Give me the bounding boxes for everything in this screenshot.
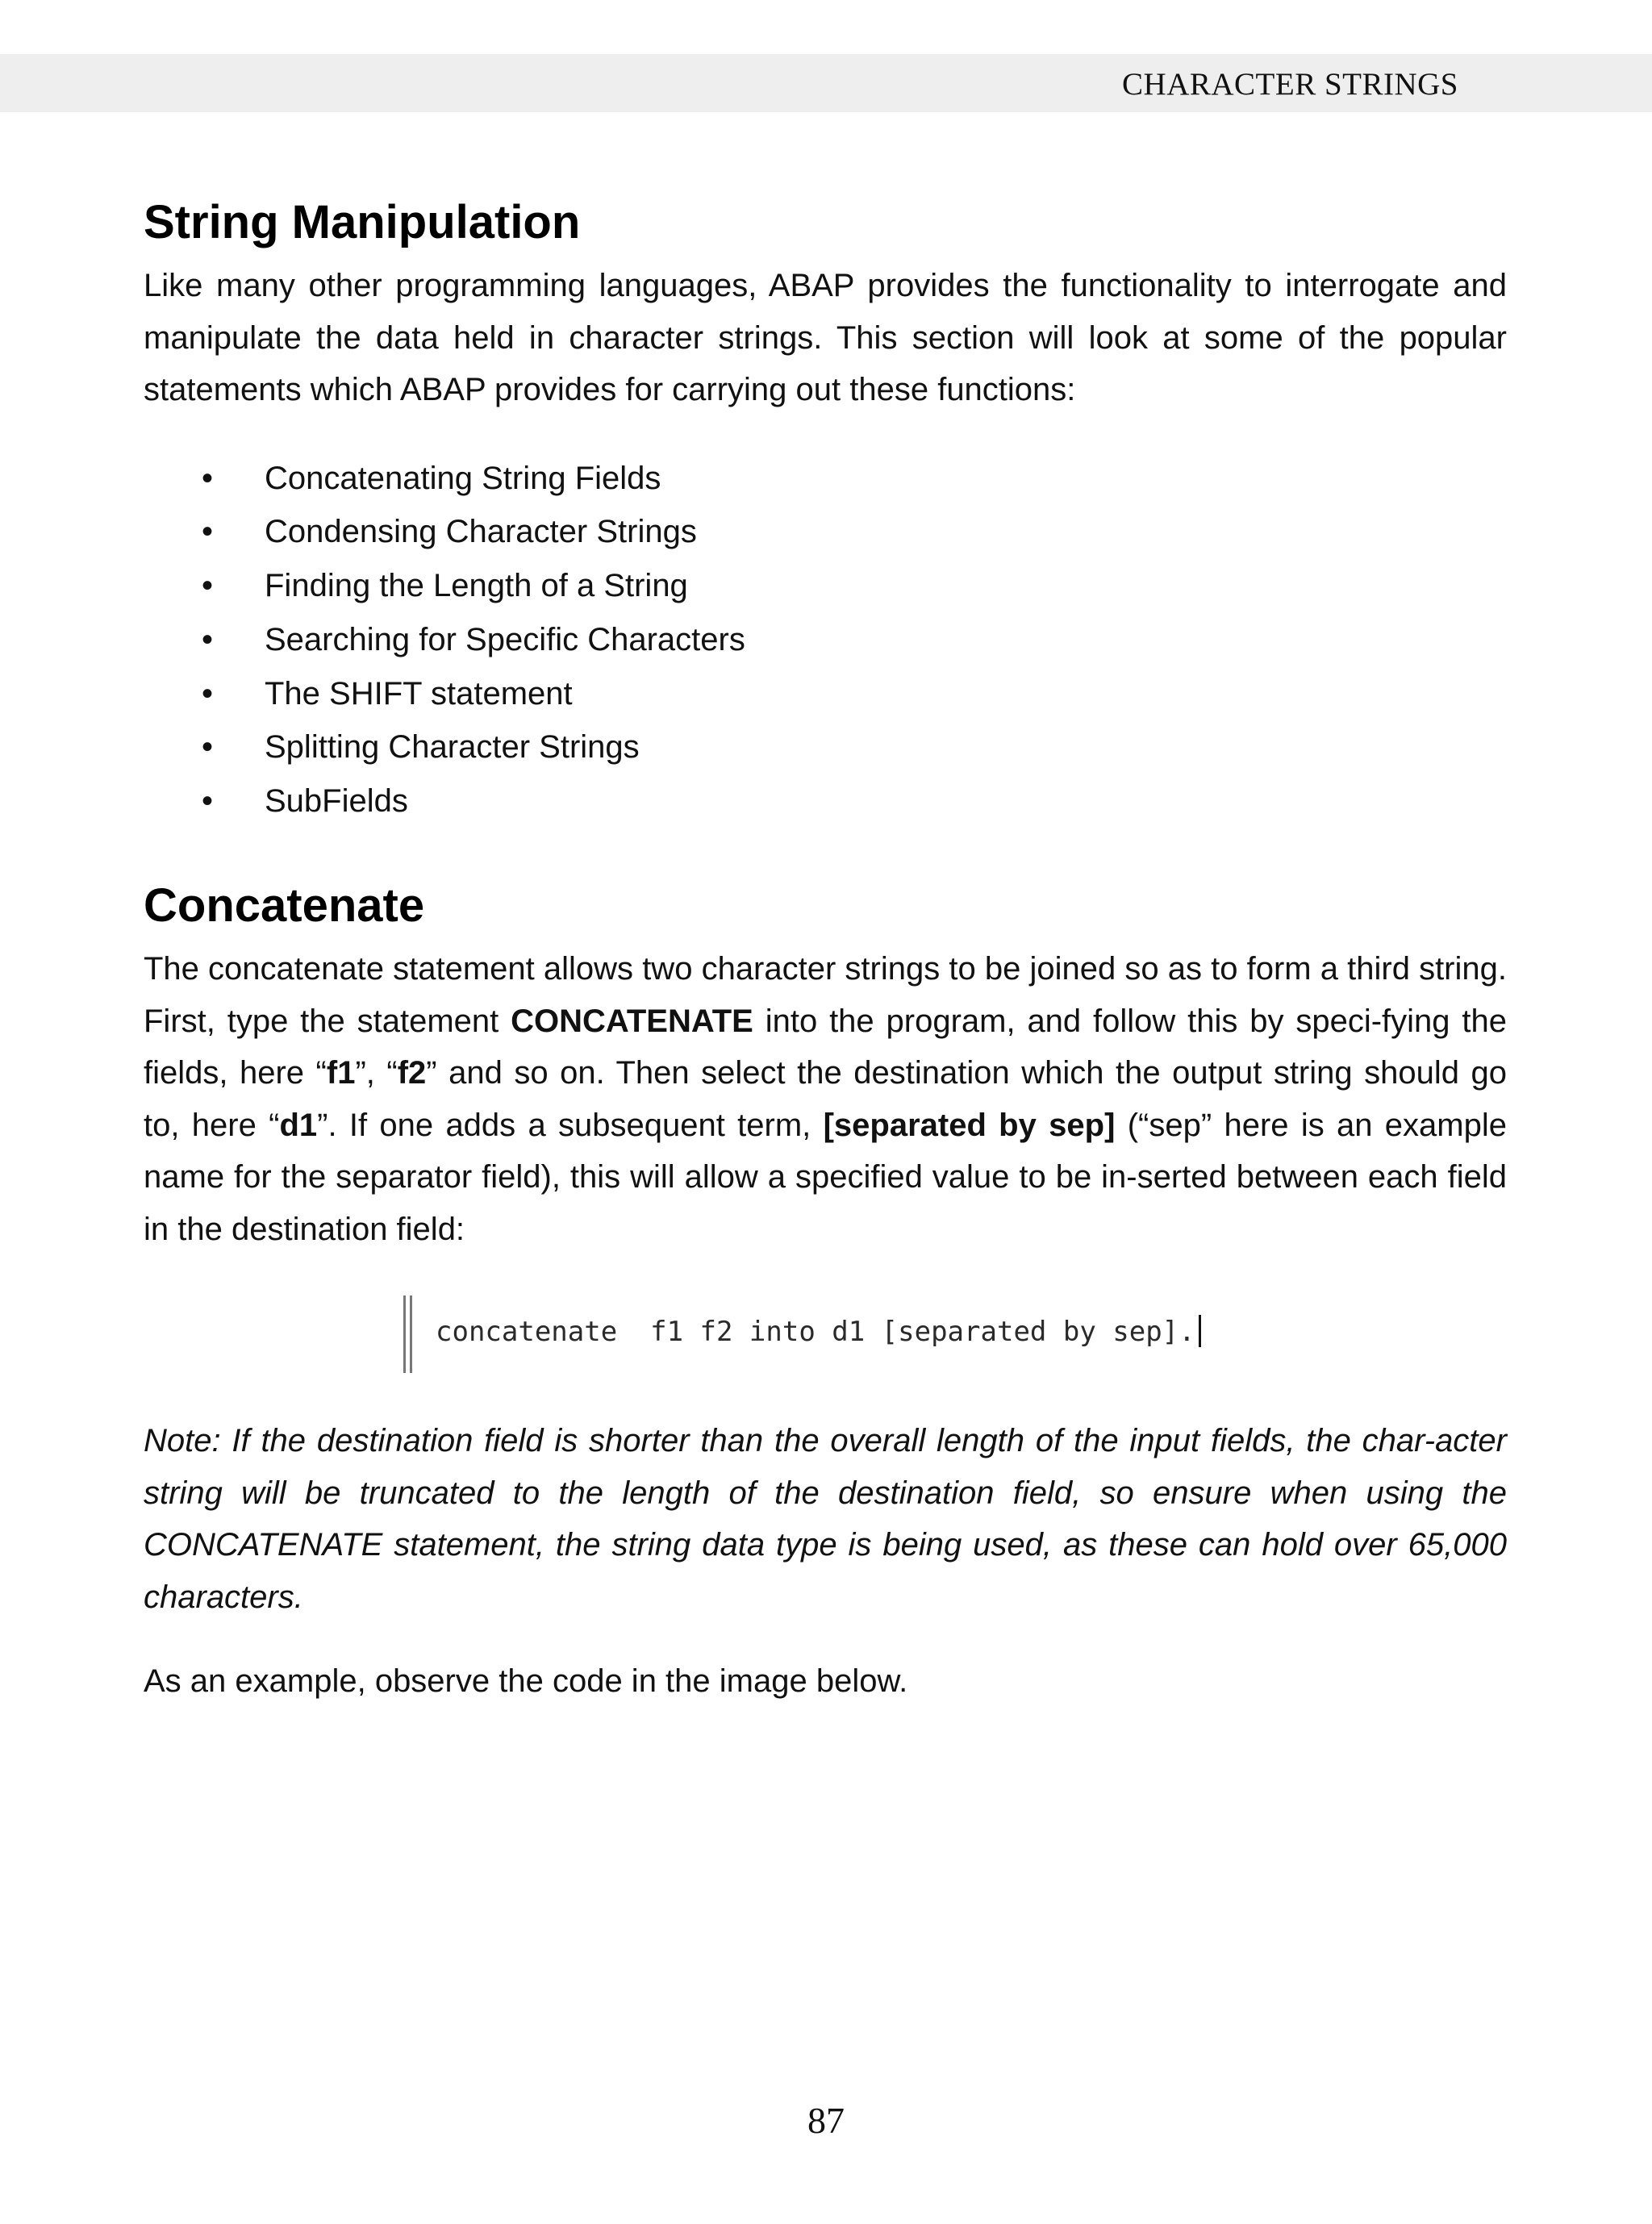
- list-item-label: Splitting Character Strings: [265, 729, 640, 766]
- list-item-label: Condensing Character Strings: [265, 514, 697, 550]
- list-item-label: Finding the Length of a String: [265, 568, 688, 604]
- code-screenshot: [403, 1296, 1210, 1373]
- editor-gutter-line: [410, 1296, 412, 1373]
- bullet-icon: •: [202, 675, 214, 711]
- paragraph-text: into the program, and follow this by speci-fying the fields, here “: [144, 1003, 1507, 1091]
- bullet-icon: •: [202, 621, 214, 657]
- bullet-icon: •: [202, 729, 214, 766]
- list-item-label: SubFields: [265, 783, 408, 820]
- paragraph-text: The concatenate statement allows two character strings to be joined so as to form a third string. First, type the statement: [144, 951, 1507, 1039]
- keyword-concatenate: CONCATENATE: [511, 1003, 753, 1039]
- list-item: [144, 452, 1507, 506]
- note-paragraph: Note: If the destination field is shorter than the overall length of the input fields, the char-acter string will be truncated to the length of the destination field, so ensure when using the CONCATENATE statement, the string data type is being used, as these can hold over 65,000 characters.: [144, 1423, 1507, 1615]
- page-content: [144, 186, 1507, 1708]
- list-item-label: The SHIFT statement: [265, 675, 573, 711]
- text-cursor-icon: [1199, 1315, 1201, 1347]
- bullet-icon: •: [202, 460, 214, 496]
- page-number: 87: [807, 2100, 845, 2141]
- concatenate-paragraph: [144, 943, 1507, 1255]
- heading-string-manipulation: String Manipulation: [144, 196, 581, 248]
- list-item-label: Searching for Specific Characters: [265, 621, 745, 657]
- heading-concatenate: Concatenate: [144, 879, 425, 933]
- code-line: [436, 1315, 1201, 1348]
- paragraph-text: ”, “: [355, 1055, 398, 1091]
- list-item: [144, 559, 1507, 613]
- list-item-label: Concatenating String Fields: [265, 460, 661, 496]
- list-item: [144, 720, 1507, 774]
- bullet-icon: •: [202, 783, 214, 820]
- example-intro-paragraph: As an example, observe the code in the image below.: [144, 1663, 908, 1700]
- running-header-title: CHARACTER STRINGS: [1122, 67, 1458, 102]
- list-item: [144, 505, 1507, 559]
- bullet-icon: •: [202, 568, 214, 604]
- list-item: [144, 613, 1507, 667]
- keyword-f2: f2: [397, 1055, 427, 1091]
- editor-gutter-line: [403, 1296, 406, 1373]
- list-item: [144, 774, 1507, 828]
- topic-list: [144, 452, 1507, 829]
- keyword-d1: d1: [279, 1107, 318, 1143]
- paragraph-text: (“sep” here is an example name for the separator field), this will allow a specified value to be in-serted between each field in the destination field:: [144, 1107, 1508, 1247]
- list-item: [144, 667, 1507, 721]
- keyword-separated-by-sep: [separated by sep]: [823, 1107, 1116, 1143]
- paragraph-text: ” and so on. Then select the destination which the output string should go to, here “: [144, 1055, 1507, 1143]
- code-line-text: concatenate f1 f2 into d1 [separated by sep].: [436, 1316, 1195, 1349]
- keyword-f1: f1: [326, 1055, 356, 1091]
- intro-paragraph: Like many other programming languages, ABAP provides the functionality to interrogate and manipulate the data held in character strings. This section will look at some of the popular statements which ABAP provides for carrying out these functions:: [144, 268, 1507, 407]
- bullet-icon: •: [202, 514, 214, 550]
- paragraph-text: ”. If one adds a subsequent term,: [317, 1107, 824, 1143]
